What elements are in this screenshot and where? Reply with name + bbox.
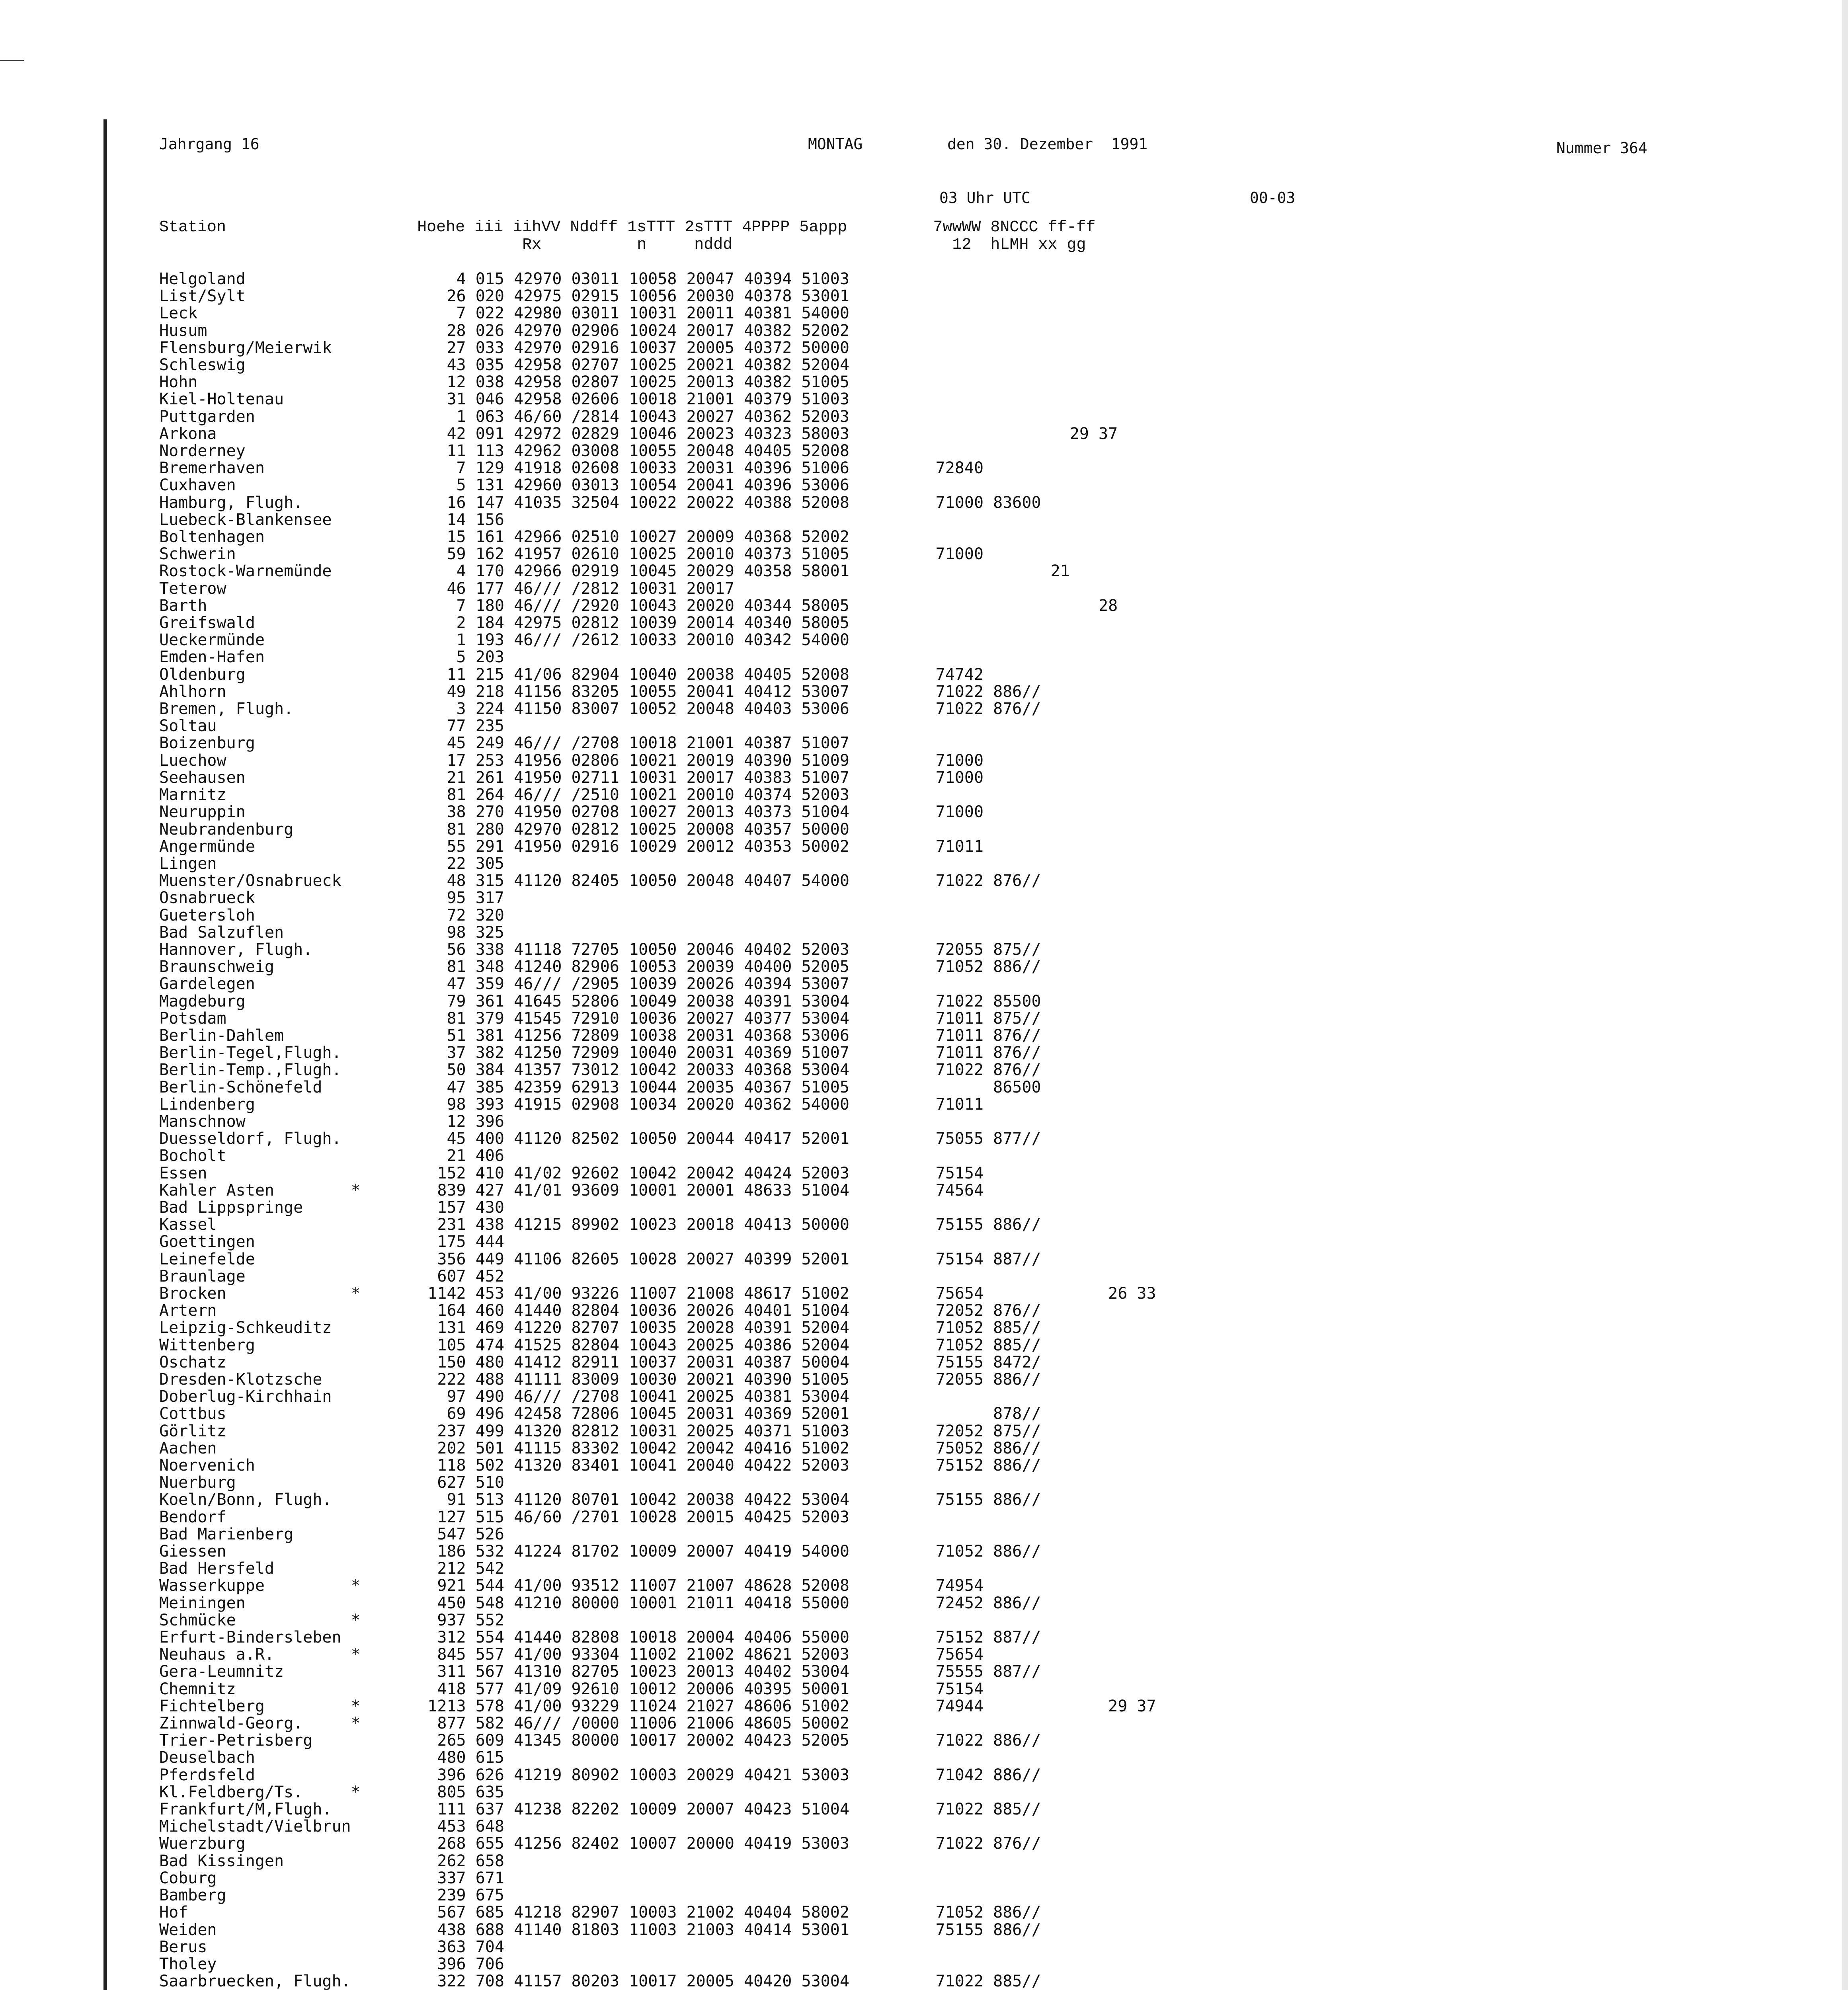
station-row: Fichtelberg * 1213 578 41/00 93229 11024 21027 48606 51002 74944 29 37: [159, 1697, 1156, 1715]
station-row: Zinnwald-Georg. * 877 582 46/// /0000 11006 21006 48605 50002: [159, 1714, 849, 1733]
station-row: Neuhaus a.R. * 845 557 41/00 93304 11002 21002 48621 52003 75654: [159, 1645, 984, 1664]
station-row: Oschatz 150 480 41412 82911 10037 20031 40387 50004 75155 8472/: [159, 1353, 1041, 1372]
station-row: Wasserkuppe * 921 544 41/00 93512 11007 21007 48628 52008 74954: [159, 1576, 984, 1595]
station-row: Muenster/Osnabrueck 48 315 41120 82405 10050 20048 40407 54000 71022 876//: [159, 872, 1041, 890]
station-row: Frankfurt/M,Flugh. 111 637 41238 82202 10009 20007 40423 51004 71022 885//: [159, 1800, 1041, 1819]
station-row: Kiel-Holtenau 31 046 42958 02606 10018 21001 40379 51003: [159, 390, 849, 409]
station-row: Hannover, Flugh. 56 338 41118 72705 10050 20046 40402 52003 72055 875//: [159, 940, 1041, 959]
station-row: Wittenberg 105 474 41525 82804 10043 20025 40386 52004 71052 885//: [159, 1336, 1041, 1354]
station-row: Noervenich 118 502 41320 83401 10041 20040 40422 52003 75152 886//: [159, 1456, 1041, 1475]
station-row: Luechow 17 253 41956 02806 10021 20019 40390 51009 71000: [159, 751, 984, 770]
station-row: Gardelegen 47 359 46/// /2905 10039 20026 40394 53007: [159, 975, 849, 993]
station-row: Lindenberg 98 393 41915 02908 10034 20020 40362 54000 71011: [159, 1095, 984, 1114]
station-table-body: [159, 271, 1156, 1990]
station-row: Bad Hersfeld 212 542: [159, 1559, 504, 1578]
station-row: Hof 567 685 41218 82907 10003 21002 40404 58002 71052 886//: [159, 1903, 1041, 1922]
station-row: Bad Kissingen 262 658: [159, 1851, 504, 1870]
station-row: Brocken * 1142 453 41/00 93226 11007 21008 48617 51002 75654 26 33: [159, 1284, 1156, 1303]
station-row: Dresden-Klotzsche 222 488 41111 83009 10030 20021 40390 51005 72055 886//: [159, 1370, 1041, 1389]
date-label: den 30. Dezember 1991: [947, 135, 1148, 153]
station-row: Meiningen 450 548 41210 80000 10001 21011 40418 55000 72452 886//: [159, 1594, 1041, 1612]
station-row: Leipzig-Schkeuditz 131 469 41220 82707 10035 20028 40391 52004 71052 885//: [159, 1319, 1041, 1337]
station-row: Manschnow 12 396: [159, 1112, 504, 1131]
station-row: Berlin-Dahlem 51 381 41256 72809 10038 20031 40368 53006 71011 876//: [159, 1026, 1041, 1045]
station-row: Arkona 42 091 42972 02829 10046 20023 40323 58003 29 37: [159, 424, 1118, 443]
issue-number: Nummer 364: [1556, 139, 1647, 157]
station-row: Bremen, Flugh. 3 224 41150 83007 10052 20048 40403 53006 71022 876//: [159, 700, 1041, 718]
station-row: Berlin-Tegel,Flugh. 37 382 41250 72909 10040 20031 40369 51007 71011 876//: [159, 1044, 1041, 1062]
volume-label: Jahrgang 16: [159, 135, 260, 153]
station-row: Goettingen 175 444: [159, 1233, 504, 1251]
station-row: Berlin-Schönefeld 47 385 42359 62913 10044 20035 40367 51005 86500: [159, 1078, 1041, 1096]
period-label: 00-03: [1250, 189, 1296, 207]
station-row: Soltau 77 235: [159, 717, 504, 736]
station-row: Luebeck-Blankensee 14 156: [159, 510, 504, 529]
station-row: Magdeburg 79 361 41645 52806 10049 20038 40391 53004 71022 85500: [159, 992, 1041, 1011]
station-row: Rostock-Warnemünde 4 170 42966 02919 10045 20029 40358 58001 21: [159, 562, 1070, 581]
station-row: Teterow 46 177 46/// /2812 10031 20017: [159, 579, 734, 598]
station-row: Ueckermünde 1 193 46/// /2612 10033 20010 40342 54000: [159, 631, 849, 650]
scan-right-edge: [1842, 0, 1848, 1990]
station-row: Boizenburg 45 249 46/// /2708 10018 21001 40387 51007: [159, 734, 849, 753]
station-row: Kahler Asten * 839 427 41/01 93609 10001 20001 48633 51004 74564: [159, 1181, 984, 1200]
weekday-label: MONTAG: [808, 135, 863, 153]
station-row: Osnabrueck 95 317: [159, 889, 504, 907]
station-row: Marnitz 81 264 46/// /2510 10021 20010 40374 52003: [159, 786, 849, 804]
station-row: Koeln/Bonn, Flugh. 91 513 41120 80701 10042 20038 40422 53004 75155 886//: [159, 1491, 1041, 1509]
station-row: Essen 152 410 41/02 92602 10042 20042 40424 52003 75154: [159, 1164, 984, 1182]
station-row: Nuerburg 627 510: [159, 1473, 504, 1492]
station-row: Weiden 438 688 41140 81803 11003 21003 40414 53001 75155 886//: [159, 1920, 1041, 1939]
station-row: Pferdsfeld 396 626 41219 80902 10003 20029 40421 53003 71042 886//: [159, 1766, 1041, 1784]
station-row: Guetersloh 72 320: [159, 906, 504, 925]
station-row: Bocholt 21 406: [159, 1147, 504, 1165]
station-row: Duesseldorf, Flugh. 45 400 41120 82502 10050 20044 40417 52001 75055 877//: [159, 1130, 1041, 1148]
station-row: Ahlhorn 49 218 41156 83205 10055 20041 40412 53007 71022 886//: [159, 682, 1041, 701]
station-row: Bad Salzuflen 98 325: [159, 923, 504, 942]
station-row: Schleswig 43 035 42958 02707 10025 20021 40382 52004: [159, 356, 849, 375]
station-row: Leck 7 022 42980 03011 10031 20011 40381 54000: [159, 304, 849, 323]
column-header-row-2: Rx n nddd 12 hLMH xx gg: [159, 236, 1086, 254]
station-row: Berus 363 704: [159, 1937, 504, 1956]
station-row: Bad Lippspringe 157 430: [159, 1198, 504, 1217]
station-row: Leinefelde 356 449 41106 82605 10028 20027 40399 52001 75154 887//: [159, 1250, 1041, 1268]
station-row: Berlin-Temp.,Flugh. 50 384 41357 73012 10042 20033 40368 53004 71022 876//: [159, 1061, 1041, 1079]
station-row: Braunschweig 81 348 41240 82906 10053 20039 40400 52005 71052 886//: [159, 958, 1041, 976]
station-row: Potsdam 81 379 41545 72910 10036 20027 40377 53004 71011 875//: [159, 1009, 1041, 1028]
station-row: Seehausen 21 261 41950 02711 10031 20017 40383 51007 71000: [159, 768, 984, 787]
station-row: Chemnitz 418 577 41/09 92610 10012 20006 40395 50001 75154: [159, 1680, 984, 1698]
station-row: Aachen 202 501 41115 83302 10042 20042 40416 51002 75052 886//: [159, 1439, 1041, 1457]
station-row: Saarbruecken, Flugh. 322 708 41157 80203 10017 20005 40420 53004 71022 885//: [159, 1972, 1041, 1990]
station-row: Trier-Petrisberg 265 609 41345 80000 10017 20002 40423 52005 71022 886//: [159, 1731, 1041, 1750]
station-row: Hohn 12 038 42958 02807 10025 20013 40382 51005: [159, 373, 849, 392]
station-row: Erfurt-Bindersleben 312 554 41440 82808 10018 20004 40406 55000 75152 887//: [159, 1628, 1041, 1647]
station-row: Schmücke * 937 552: [159, 1611, 504, 1629]
observation-time: 03 Uhr UTC: [939, 189, 1030, 207]
station-row: Neuruppin 38 270 41950 02708 10027 20013 40373 51004 71000: [159, 803, 984, 821]
station-row: Husum 28 026 42970 02906 10024 20017 40382 52002: [159, 321, 849, 340]
station-row: Tholey 396 706: [159, 1955, 504, 1973]
station-row: Gera-Leumnitz 311 567 41310 82705 10023 20013 40402 53004 75555 887//: [159, 1662, 1041, 1681]
station-row: Bendorf 127 515 46/60 /2701 10028 20015 40425 52003: [159, 1508, 849, 1526]
station-row: Görlitz 237 499 41320 82812 10031 20025 40371 51003 72052 875//: [159, 1422, 1041, 1440]
station-row: Norderney 11 113 42962 03008 10055 20048 40405 52008: [159, 442, 849, 460]
station-row: Barth 7 180 46/// /2920 10043 20020 40344 58005 28: [159, 596, 1118, 615]
station-row: Angermünde 55 291 41950 02916 10029 20012 40353 50002 71011: [159, 837, 984, 856]
station-row: Bamberg 239 675: [159, 1886, 504, 1905]
scan-edge-mark: [0, 60, 24, 61]
station-row: Cuxhaven 5 131 42960 03013 10054 20041 40396 53006: [159, 476, 849, 495]
station-row: List/Sylt 26 020 42975 02915 10056 20030 40378 53001: [159, 287, 849, 306]
station-row: Kassel 231 438 41215 89902 10023 20018 40413 50000 75155 886//: [159, 1215, 1041, 1234]
station-row: Flensburg/Meierwik 27 033 42970 02916 10037 20005 40372 50000: [159, 338, 849, 357]
station-row: Braunlage 607 452: [159, 1267, 504, 1286]
station-row: Puttgarden 1 063 46/60 /2814 10043 20027 40362 52003: [159, 407, 849, 426]
station-row: Helgoland 4 015 42970 03011 10058 20047 40394 51003: [159, 270, 849, 288]
station-row: Kl.Feldberg/Ts. * 805 635: [159, 1783, 504, 1801]
station-row: Giessen 186 532 41224 81702 10009 20007 40419 54000 71052 886//: [159, 1542, 1041, 1561]
station-row: Schwerin 59 162 41957 02610 10025 20010 40373 51005 71000: [159, 545, 984, 564]
station-row: Coburg 337 671: [159, 1869, 504, 1887]
station-row: Wuerzburg 268 655 41256 82402 10007 20000 40419 53003 71022 876//: [159, 1834, 1041, 1853]
station-row: Artern 164 460 41440 82804 10036 20026 40401 51004 72052 876//: [159, 1301, 1041, 1320]
station-row: Lingen 22 305: [159, 854, 504, 873]
station-row: Oldenburg 11 215 41/06 82904 10040 20038 40405 52008 74742: [159, 665, 984, 684]
station-row: Greifswald 2 184 42975 02812 10039 20014 40340 58005: [159, 614, 849, 632]
station-row: Emden-Hafen 5 203: [159, 648, 504, 667]
station-row: Bad Marienberg 547 526: [159, 1525, 504, 1543]
station-row: Hamburg, Flugh. 16 147 41035 32504 10022 20022 40388 52008 71000 83600: [159, 493, 1041, 512]
station-row: Boltenhagen 15 161 42966 02510 10027 20009 40368 52002: [159, 528, 849, 546]
station-row: Bremerhaven 7 129 41918 02608 10033 20031 40396 51006 72840: [159, 459, 984, 478]
station-row: Neubrandenburg 81 280 42970 02812 10025 20008 40357 50000: [159, 820, 849, 839]
station-row: Deuselbach 480 615: [159, 1748, 504, 1767]
station-row: Cottbus 69 496 42458 72806 10045 20031 40369 52001 878//: [159, 1405, 1041, 1423]
column-header-row-1: Station Hoehe iii iihVV Nddff 1sTTT 2sTTT 4PPPP 5appp 7wwWW 8NCCC ff-ff: [159, 219, 1096, 236]
station-row: Doberlug-Kirchhain 97 490 46/// /2708 10041 20025 40381 53004: [159, 1387, 849, 1406]
station-row: Michelstadt/Vielbrun 453 648: [159, 1817, 504, 1836]
